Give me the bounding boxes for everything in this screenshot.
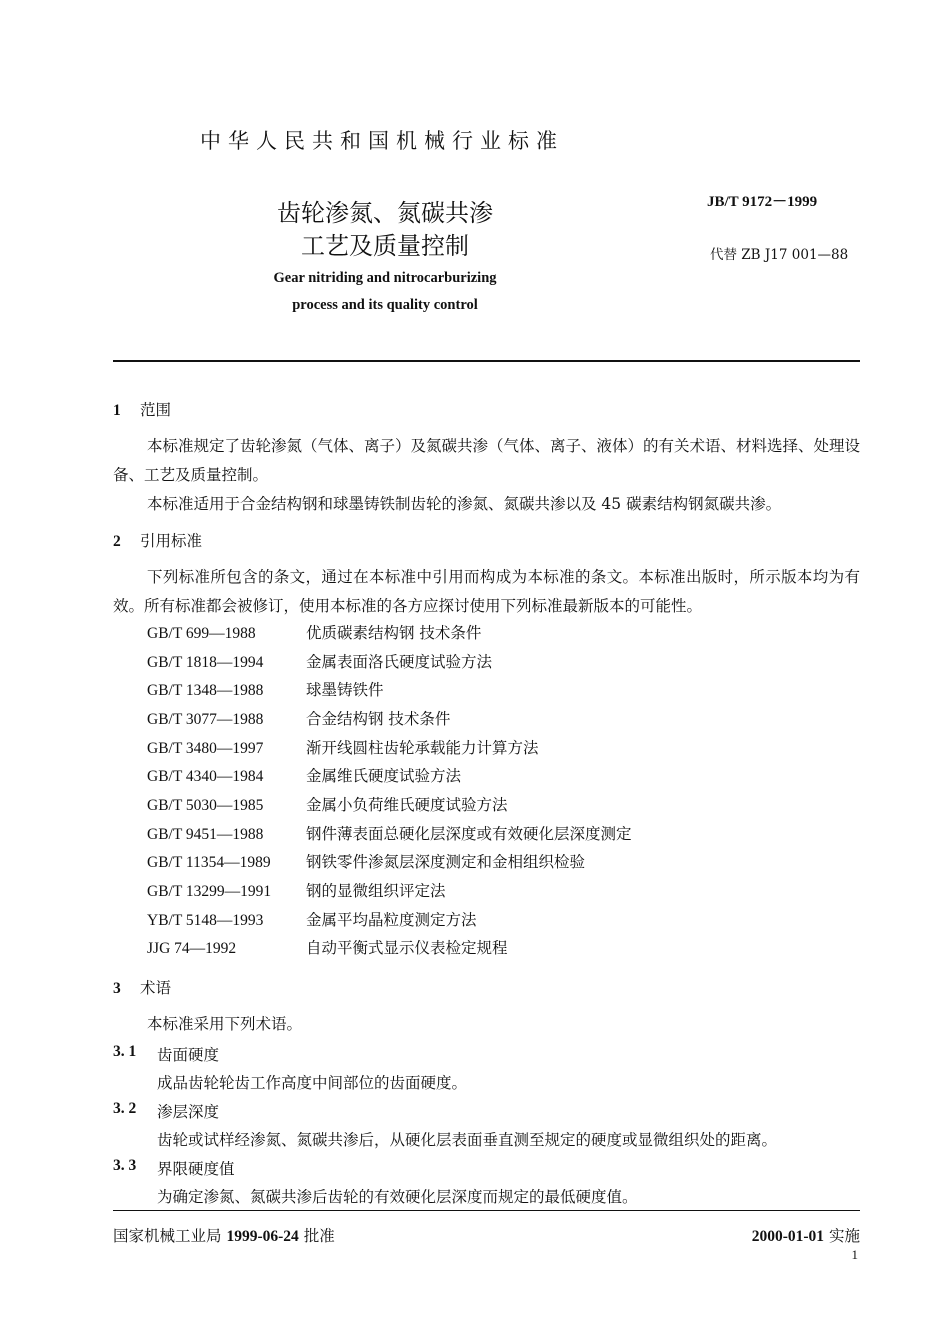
reference-code: GB/T 11354—1989 xyxy=(147,854,271,871)
reference-title: 钢的显微组织评定法 xyxy=(306,882,446,900)
term-name: 渗层深度 xyxy=(157,1103,220,1121)
term-definition: 齿轮或试样经渗氮、氮碳共渗后，从硬化层表面垂直测至规定的硬度或显微组织处的距离。 xyxy=(157,1131,778,1149)
effective-line xyxy=(752,1224,860,1246)
section-1-heading xyxy=(113,398,171,420)
section-1-paragraph-2: 本标准适用于合金结构钢和球墨铸铁制齿轮的渗氮、氮碳共渗以及 45 碳素结构钢氮碳共渗。 xyxy=(147,495,782,513)
reference-code: GB/T 4340—1984 xyxy=(147,768,264,785)
term-number: 3. 2 xyxy=(113,1100,137,1117)
reference-code: GB/T 5030—1985 xyxy=(147,797,264,814)
reference-row xyxy=(147,906,477,935)
reference-title: 渐开线圆柱齿轮承载能力计算方法 xyxy=(306,739,539,757)
reference-row xyxy=(147,619,481,648)
header-divider xyxy=(113,360,860,362)
reference-row xyxy=(147,791,508,820)
reference-title: 金属平均晶粒度测定方法 xyxy=(306,911,477,929)
reference-title: 金属表面洛氏硬度试验方法 xyxy=(306,653,493,671)
reference-code: GB/T 1818—1994 xyxy=(147,654,264,671)
reference-code: JJG 74—1992 xyxy=(147,940,237,957)
section-3-heading xyxy=(113,976,171,998)
issuing-organization: 中华人民共和国机械行业标准 xyxy=(200,129,564,153)
approve-date: 1999-06-24 xyxy=(226,1228,299,1245)
reference-code: YB/T 5148—1993 xyxy=(147,912,264,929)
title-cn-line1: 齿轮渗氮、氮碳共渗 xyxy=(277,199,493,227)
reference-title: 合金结构钢 技术条件 xyxy=(306,710,451,728)
reference-row xyxy=(147,648,492,677)
section-3-intro: 本标准采用下列术语。 xyxy=(147,1015,303,1033)
section-1-paragraph-1: 本标准规定了齿轮渗氮（气体、离子）及氮碳共渗（气体、离子、液体）的有关术语、材料选择、处理设备、工艺及质量控制。 xyxy=(113,437,861,484)
title-cn-line2: 工艺及质量控制 xyxy=(301,232,469,260)
reference-row xyxy=(147,734,539,763)
term-definition: 为确定渗氮、氮碳共渗后齿轮的有效硬化层深度而规定的最低硬度值。 xyxy=(157,1188,638,1206)
approver: 国家机械工业局 xyxy=(113,1227,222,1245)
section-number: 2 xyxy=(113,533,121,550)
section-number: 3 xyxy=(113,980,121,997)
footer-divider xyxy=(113,1210,860,1211)
term-definition: 成品齿轮轮齿工作高度中间部位的齿面硬度。 xyxy=(157,1074,468,1092)
reference-row xyxy=(147,848,585,877)
reference-title: 金属维氏硬度试验方法 xyxy=(306,767,462,785)
replaces-note: 代替 ZB J17 001—88 xyxy=(710,247,849,263)
term-number: 3. 1 xyxy=(113,1043,137,1060)
reference-row xyxy=(147,676,384,705)
page-number: 1 xyxy=(851,1247,858,1262)
reference-title: 自动平衡式显示仪表检定规程 xyxy=(306,939,508,957)
title-en-line1: Gear nitriding and nitrocarburizing xyxy=(273,270,497,286)
term-number: 3. 3 xyxy=(113,1157,137,1174)
reference-code: GB/T 3480—1997 xyxy=(147,740,264,757)
term-name: 界限硬度值 xyxy=(157,1160,235,1178)
section-title: 术语 xyxy=(140,979,172,997)
title-en-line2: process and its quality control xyxy=(292,297,478,313)
reference-row xyxy=(147,934,508,963)
reference-code: GB/T 3077—1988 xyxy=(147,711,264,728)
reference-row xyxy=(147,705,450,734)
reference-code: GB/T 9451—1988 xyxy=(147,826,264,843)
section-title: 范围 xyxy=(140,401,172,419)
section-2-paragraph: 下列标准所包含的条文，通过在本标准中引用而构成为本标准的条文。本标准出版时，所示版本均为有效。所有标准都会被修订，使用本标准的各方应探讨使用下列标准最新版本的可能性。 xyxy=(113,568,860,615)
reference-title: 金属小负荷维氏硬度试验方法 xyxy=(306,796,508,814)
effective-label: 实施 xyxy=(828,1227,860,1245)
reference-code: GB/T 1348—1988 xyxy=(147,682,264,699)
approval-line xyxy=(113,1224,335,1246)
effective-date: 2000-01-01 xyxy=(751,1228,825,1245)
reference-row xyxy=(147,762,461,791)
reference-title: 钢件薄表面总硬化层深度或有效硬化层深度测定 xyxy=(306,825,632,843)
standard-number: JB/T 9172－1999 xyxy=(707,194,818,210)
reference-title: 球墨铸铁件 xyxy=(306,681,384,699)
reference-row xyxy=(147,877,446,906)
reference-row xyxy=(147,820,632,849)
reference-title: 钢铁零件渗氮层深度测定和金相组织检验 xyxy=(306,853,586,871)
approve-label: 批准 xyxy=(303,1227,335,1245)
section-number: 1 xyxy=(113,402,121,419)
reference-title: 优质碳素结构钢 技术条件 xyxy=(306,624,482,642)
reference-code: GB/T 13299—1991 xyxy=(147,883,272,900)
term-name: 齿面硬度 xyxy=(157,1046,220,1064)
section-2-heading xyxy=(113,529,202,551)
section-title: 引用标准 xyxy=(140,532,203,550)
reference-code: GB/T 699—1988 xyxy=(147,625,256,642)
